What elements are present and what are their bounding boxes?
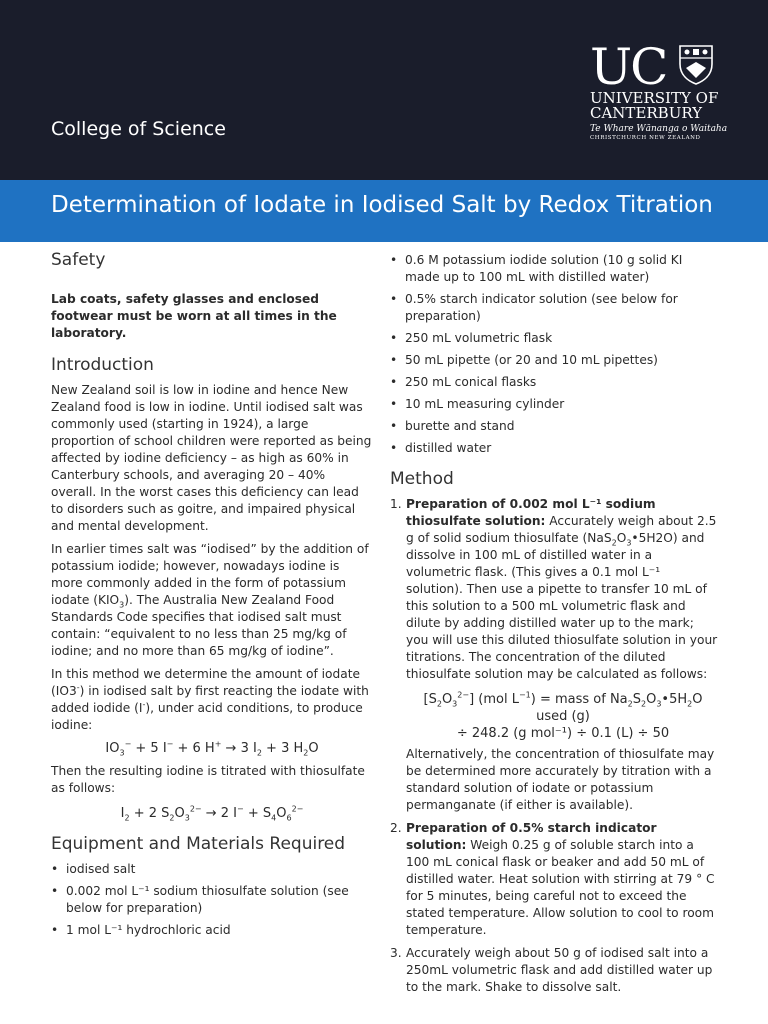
equation-iodate-iodide: $IO_3^- + 5$ I− + 6 H+ → 3 $I_2 + 3$ $H_2O$ (105, 739, 319, 758)
list-item: • 0.002 mol L⁻¹ sodium thiosulfate solution (see below for preparation) (51, 883, 373, 917)
logo-line-university-of: UNIVERSITY OF (590, 89, 719, 107)
list-item: • 250 mL volumetric flask (390, 330, 720, 347)
left-column (51, 252, 373, 944)
page-title: Determination of Iodate in Iodised Salt by Redox Titration (51, 192, 713, 218)
method-step-3: 3. Accurately weigh about 50 g of iodised salt into a 250mL volumetric flask and add distilled water up to the mark. Shake to dissolve salt. (390, 946, 713, 994)
college-name: College of Science (51, 118, 226, 140)
equipment-list (51, 861, 373, 939)
page-header (0, 0, 768, 180)
introduction-heading: Introduction (51, 355, 154, 375)
logo-uc: UC (590, 38, 667, 96)
list-item: • 0.5% starch indicator solution (see below for preparation) (390, 291, 720, 325)
logo-line-location: CHRISTCHURCH NEW ZEALAND (590, 135, 701, 141)
list-item: • 0.6 M potassium iodide solution (10 g solid KI made up to 100 mL with distilled water) (390, 252, 720, 286)
method-step-2: 2. Preparation of 0.5% starch indicator solution: Weigh 0.25 g of soluble starch into a 100 mL conical flask or beaker and add 50 mL of distilled water. Heat solution with stirring at 79 ° C for 5 minutes, being careful not to exceed the stated temperature. Allow solution to cool to room temperature. (390, 821, 715, 937)
list-item: • 10 mL measuring cylinder (390, 396, 720, 413)
list-item: • burette and stand (390, 418, 720, 435)
equation-thiosulfate: $I_2 + 2$ $S_2O_3^{2-} \to 2$ $I^- + S_4O_6^{2-}$ (120, 804, 304, 823)
list-item: • 1 mol L⁻¹ hydrochloric acid (51, 922, 373, 939)
equipment-heading: Equipment and Materials Required (51, 834, 346, 854)
right-column (390, 252, 720, 1002)
safety-text: Lab coats, safety glasses and enclosed footwear must be worn at all times in the laboratory. (51, 292, 337, 340)
method-steps (390, 496, 720, 996)
intro-paragraph-1: New Zealand soil is low in iodine and hence New Zealand food is low in iodine. Until iodised salt was commonly used (starting in 1924), a large proportion of school children were reported as being affected by iodine deficiency – as high as 60% in Canterbury schools, and averaging 20 – 40% overall. In the worst cases this deficiency can lead to disorders such as goitre, and impaired physical and mental development. (51, 383, 372, 533)
list-item: • 50 mL pipette (or 20 and 10 mL pipettes) (390, 352, 720, 369)
method-alternative: Alternatively, the concentration of thiosulfate may be determined more accurately by titration with a standard solution of iodate or potassium permanganate (if either is available). (406, 747, 715, 812)
university-logo (590, 38, 730, 142)
logo-line-canterbury: CANTERBURY (590, 104, 703, 122)
thiosulfate-concentration-formula: $[S_2O_3^{2-}]$ (mol $L^{-1}$) = mass of $Na_2S_2O_3•5H_2O$ used (g) ÷ 248.2 (g mol⁻¹) ÷ 0.1 (L) ÷ 50 (423, 690, 703, 741)
method-step-1: 1. Preparation of 0.002 mol L⁻¹ sodium thiosulfate solution: Accurately weigh about 2.5 g of solid sodium thiosulfate $(NaS_2O_3•5H2O)$ and dissolve in 100 mL of distilled water in a volumetric flask. (This gives a 0.1 mol L⁻¹ solution). Then use a pipette to transfer 10 mL of this solution to a 500 mL volumetric flask and dilute by adding distilled water up to the mark; you will use this diluted thiosulfate solution in your titrations. The concentration of the diluted thiosulfate solution may be calculated as follows: $[S_2O_3^{2-}]$ (mol $L^{-1}$) = mass of $Na_2S_2O_3•5H_2O$ used (g) ÷ 248.2 (g mol⁻¹) ÷ 0.1 (L) ÷ 50 Alternatively, the concentration of thiosulfate may be determined more accurately by titration with a standard solution of iodate or potassium permanganate (if either is available). (390, 496, 720, 814)
crest-shield-icon (678, 44, 714, 86)
intro-paragraph-3: In this method we determine the amount of iodate (IO3-) in iodised salt by first reacting the iodate with added iodide (I-), under acid conditions, to produce iodine: (51, 667, 369, 732)
equipment-list-continued (390, 252, 720, 457)
intro-paragraph-2: In earlier times salt was “iodised” by the addition of potassium iodide; however, nowadays iodine is more commonly added in the form of potassium iodate $(KIO_3)$. The Australia New Zealand Food Standards Code specifies that iodised salt must contain: “equivalent to no less than 25 mg/kg of iodine; and no more than 65 mg/kg of iodine”. (51, 542, 369, 658)
method-heading: Method (390, 469, 454, 489)
safety-heading: Safety (51, 250, 106, 270)
list-item: • iodised salt (51, 861, 373, 878)
list-item: • 250 mL conical flasks (390, 374, 720, 391)
intro-paragraph-4: Then the resulting iodine is titrated with thiosulfate as follows: (51, 764, 365, 795)
list-item: • distilled water (390, 440, 720, 457)
logo-line-maori: Te Whare Wānanga o Waitaha (590, 124, 728, 134)
